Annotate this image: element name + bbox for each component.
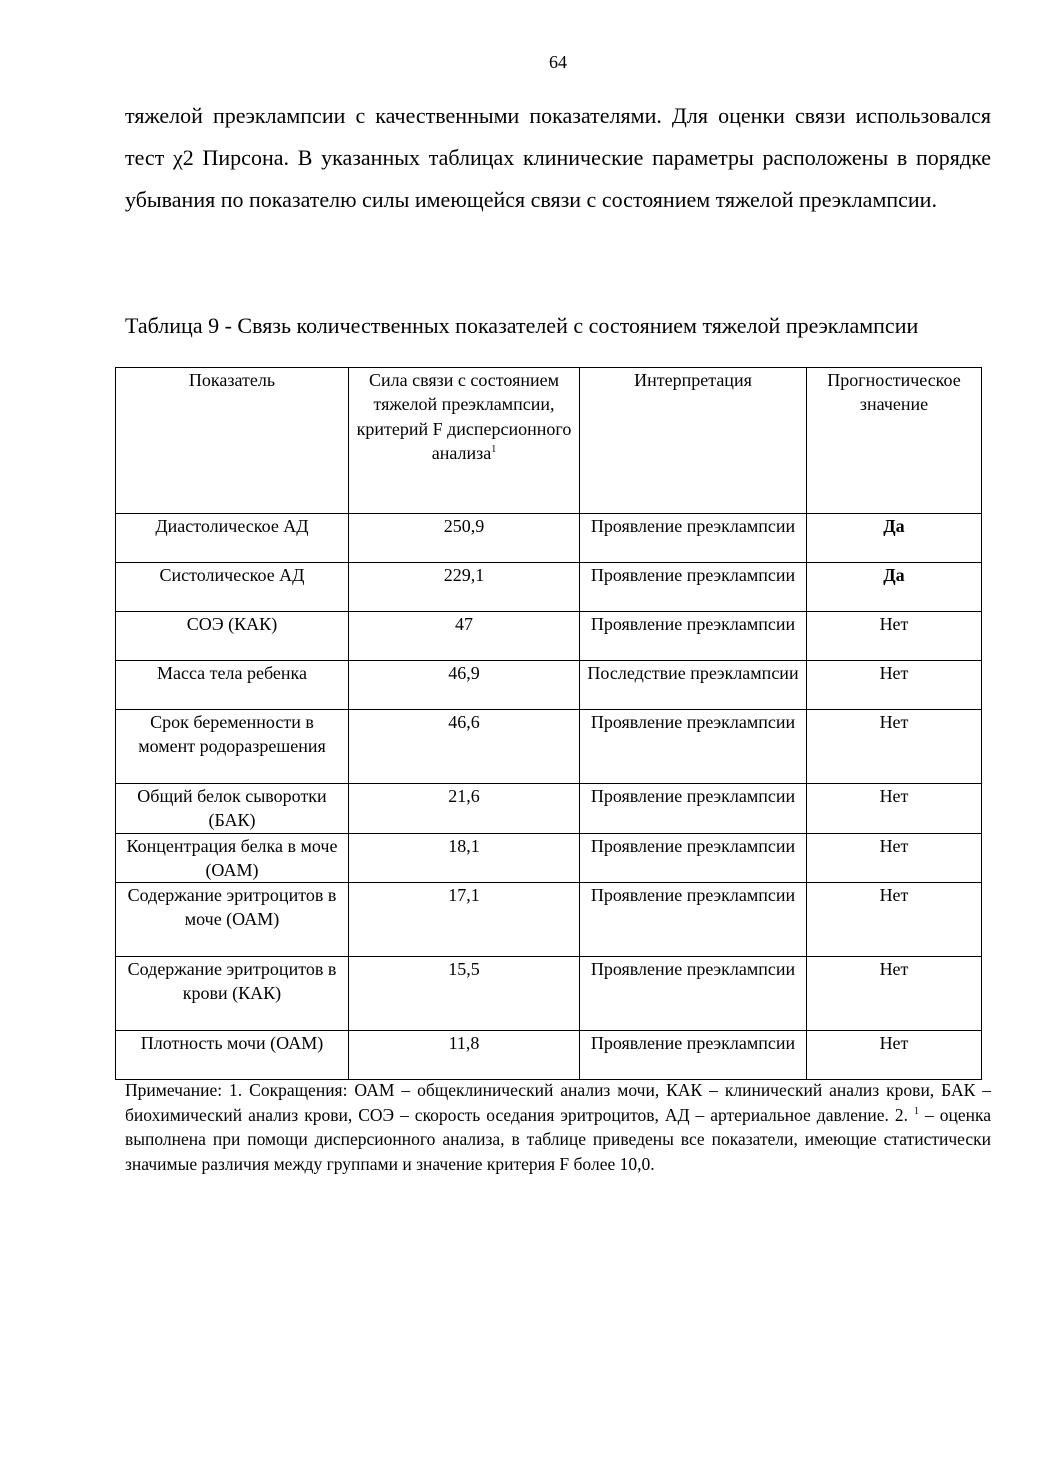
table-row	[116, 957, 982, 1031]
header-interpretation: Интерпретация	[580, 368, 807, 514]
table-row	[116, 612, 982, 661]
cell-indicator: Масса тела ребенка	[116, 661, 349, 710]
cell-interpretation: Проявление преэклампсии	[580, 612, 807, 661]
table-header-row	[116, 368, 982, 514]
cell-prognostic: Да	[807, 563, 982, 612]
header-indicator: Показатель	[116, 368, 349, 514]
cell-indicator: Систолическое АД	[116, 563, 349, 612]
cell-interpretation: Проявление преэклампсии	[580, 833, 807, 883]
cell-prognostic: Нет	[807, 883, 982, 957]
cell-interpretation: Проявление преэклампсии	[580, 710, 807, 784]
table-row	[116, 833, 982, 883]
cell-prognostic: Нет	[807, 612, 982, 661]
cell-value: 46,6	[349, 710, 580, 784]
table-body	[116, 514, 982, 1080]
cell-prognostic: Нет	[807, 784, 982, 834]
cell-value: 47	[349, 612, 580, 661]
header-prognostic: Прогностическое значение	[807, 368, 982, 514]
table-note	[125, 1078, 991, 1176]
page-number: 64	[549, 52, 567, 72]
cell-indicator: СОЭ (КАК)	[116, 612, 349, 661]
cell-prognostic: Нет	[807, 661, 982, 710]
cell-indicator: Содержание эритроцитов в моче (ОАМ)	[116, 883, 349, 957]
header-strength	[349, 368, 580, 514]
cell-prognostic: Нет	[807, 957, 982, 1031]
cell-prognostic: Нет	[807, 710, 982, 784]
table-row	[116, 563, 982, 612]
cell-prognostic: Нет	[807, 1031, 982, 1080]
table-row	[116, 514, 982, 563]
header-strength-text: Сила связи с состоянием тяжелой преэклампсии, критерий F дисперсионного анализа	[356, 370, 572, 463]
cell-prognostic: Да	[807, 514, 982, 563]
cell-indicator: Диастолическое АД	[116, 514, 349, 563]
cell-interpretation: Проявление преэклампсии	[580, 1031, 807, 1080]
cell-interpretation: Проявление преэклампсии	[580, 514, 807, 563]
header-strength-footnote: 1	[491, 443, 497, 455]
cell-interpretation: Последствие преэклампсии	[580, 661, 807, 710]
cell-value: 18,1	[349, 833, 580, 883]
note-footnote: 1	[914, 1105, 919, 1117]
cell-interpretation: Проявление преэклампсии	[580, 784, 807, 834]
cell-indicator: Концентрация белка в моче (ОАМ)	[116, 833, 349, 883]
cell-indicator: Содержание эритроцитов в крови (КАК)	[116, 957, 349, 1031]
cell-value: 21,6	[349, 784, 580, 834]
cell-interpretation: Проявление преэклампсии	[580, 883, 807, 957]
cell-value: 11,8	[349, 1031, 580, 1080]
cell-indicator: Плотность мочи (ОАМ)	[116, 1031, 349, 1080]
cell-value: 46,9	[349, 661, 580, 710]
cell-indicator: Срок беременности в момент родоразрешения	[116, 710, 349, 784]
table-row	[116, 661, 982, 710]
table-row	[116, 784, 982, 834]
cell-value: 229,1	[349, 563, 580, 612]
data-table	[115, 367, 982, 1080]
table-row	[116, 710, 982, 784]
note-text-1: Примечание: 1. Сокращения: ОАМ – общеклинический анализ мочи, КАК – клинический анализ крови, БАК – биохимический анализ крови, СОЭ – скорость оседания эритроцитов, АД – артериальное давление. 2.	[125, 1080, 991, 1125]
cell-value: 15,5	[349, 957, 580, 1031]
table-row	[116, 1031, 982, 1080]
cell-prognostic: Нет	[807, 833, 982, 883]
table-caption: Таблица 9 - Связь количественных показателей с состоянием тяжелой преэклампсии	[125, 313, 919, 338]
intro-paragraph: тяжелой преэклампсии с качественными показателями. Для оценки связи использовался тест χ2 Пирсона. В указанных таблицах клинические параметры расположены в порядке убывания по показателю силы имеющейся связи с состоянием тяжелой преэклампсии.	[125, 103, 991, 212]
cell-interpretation: Проявление преэклампсии	[580, 957, 807, 1031]
cell-interpretation: Проявление преэклампсии	[580, 563, 807, 612]
cell-value: 17,1	[349, 883, 580, 957]
cell-indicator: Общий белок сыворотки (БАК)	[116, 784, 349, 834]
note-text-2: – оценка выполнена при помощи дисперсионного анализа, в таблице приведены все показатели, имеющие статистически значимые различия между группами и значение критерия F более 10,0.	[125, 1104, 991, 1174]
cell-value: 250,9	[349, 514, 580, 563]
table-row	[116, 883, 982, 957]
